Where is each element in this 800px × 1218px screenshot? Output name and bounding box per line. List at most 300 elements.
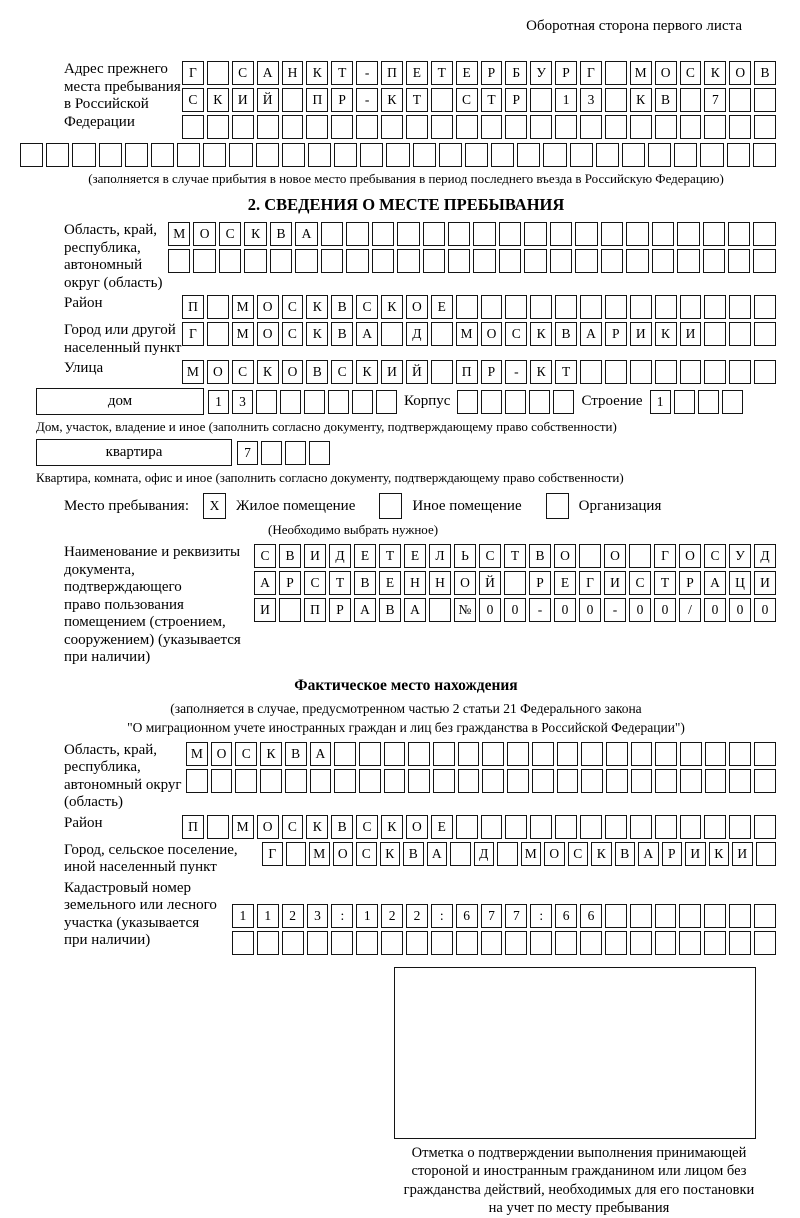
char-box[interactable] [499,249,521,273]
char-box[interactable]: Е [354,544,376,568]
char-box[interactable]: 7 [481,904,503,928]
char-box[interactable] [605,88,627,112]
char-box[interactable] [530,815,552,839]
char-box[interactable] [622,143,645,167]
char-box[interactable]: 1 [650,390,671,414]
char-box[interactable] [630,360,652,384]
char-box[interactable] [448,222,470,246]
char-box[interactable]: Р [481,360,503,384]
char-box[interactable] [232,115,254,139]
char-box[interactable]: 1 [232,904,254,928]
char-box[interactable] [257,115,279,139]
char-box[interactable] [456,115,478,139]
char-box[interactable] [456,815,478,839]
char-box[interactable]: К [530,322,552,346]
char-box[interactable]: С [568,842,589,866]
char-box[interactable] [530,295,552,319]
char-box[interactable]: Т [555,360,577,384]
char-box[interactable] [257,931,279,955]
char-box[interactable] [270,249,292,273]
char-box[interactable]: Н [429,571,451,595]
char-box[interactable] [581,742,603,766]
char-box[interactable] [331,931,353,955]
char-box[interactable] [456,295,478,319]
char-box[interactable] [20,143,43,167]
char-box[interactable]: 0 [479,598,501,622]
char-box[interactable] [704,360,726,384]
char-box[interactable] [529,390,550,414]
char-box[interactable]: М [232,295,254,319]
char-box[interactable] [677,222,699,246]
char-box[interactable]: П [304,598,326,622]
char-box[interactable]: К [257,360,279,384]
char-box[interactable]: Т [331,61,353,85]
char-box[interactable] [543,143,566,167]
char-box[interactable]: И [680,322,702,346]
char-box[interactable]: О [211,742,233,766]
char-box[interactable] [505,815,527,839]
char-box[interactable]: 7 [505,904,527,928]
char-box[interactable]: 2 [282,904,304,928]
char-box[interactable]: К [704,61,726,85]
char-box[interactable] [473,222,495,246]
char-box[interactable] [655,931,677,955]
char-box[interactable] [372,222,394,246]
char-box[interactable] [505,115,527,139]
char-box[interactable] [346,222,368,246]
char-box[interactable]: О [282,360,304,384]
char-box[interactable]: Ь [454,544,476,568]
char-box[interactable] [756,842,777,866]
char-box[interactable]: Р [329,598,351,622]
char-box[interactable] [753,249,775,273]
char-box[interactable] [207,322,229,346]
char-box[interactable]: 6 [580,904,602,928]
char-box[interactable]: Й [406,360,428,384]
char-box[interactable] [754,115,776,139]
char-box[interactable]: К [381,815,403,839]
char-box[interactable]: К [630,88,652,112]
char-box[interactable]: Б [505,61,527,85]
char-box[interactable]: О [257,295,279,319]
char-box[interactable] [219,249,241,273]
char-box[interactable]: М [182,360,204,384]
char-box[interactable] [626,249,648,273]
char-box[interactable]: О [333,842,354,866]
char-box[interactable] [530,115,552,139]
char-box[interactable]: М [232,322,254,346]
char-box[interactable]: В [331,322,353,346]
char-box[interactable] [177,143,200,167]
char-box[interactable]: А [704,571,726,595]
char-box[interactable] [704,931,726,955]
char-box[interactable] [360,143,383,167]
char-box[interactable]: А [310,742,332,766]
char-box[interactable]: - [604,598,626,622]
char-box[interactable]: С [356,842,377,866]
char-box[interactable]: Д [474,842,495,866]
char-box[interactable] [754,322,776,346]
char-box[interactable]: С [680,61,702,85]
char-box[interactable] [605,815,627,839]
char-box[interactable] [207,61,229,85]
char-box[interactable] [356,115,378,139]
char-box[interactable]: И [630,322,652,346]
char-box[interactable] [655,360,677,384]
char-box[interactable] [703,249,725,273]
char-box[interactable] [481,931,503,955]
char-box[interactable]: И [254,598,276,622]
char-box[interactable]: 2 [381,904,403,928]
char-box[interactable]: И [232,88,254,112]
char-box[interactable] [207,115,229,139]
char-box[interactable] [285,441,306,465]
char-box[interactable] [386,143,409,167]
char-box[interactable]: Т [406,88,428,112]
char-box[interactable]: К [306,815,328,839]
char-box[interactable]: О [729,61,751,85]
char-box[interactable] [655,115,677,139]
char-box[interactable] [754,769,776,793]
char-box[interactable] [507,769,529,793]
char-box[interactable] [674,143,697,167]
char-box[interactable]: А [295,222,317,246]
char-box[interactable] [705,742,727,766]
char-box[interactable]: Т [504,544,526,568]
char-box[interactable]: С [331,360,353,384]
char-box[interactable]: Р [679,571,701,595]
char-box[interactable]: В [403,842,424,866]
char-box[interactable]: С [282,295,304,319]
char-box[interactable] [630,904,652,928]
char-box[interactable] [372,249,394,273]
char-box[interactable] [605,931,627,955]
char-box[interactable]: Т [379,544,401,568]
char-box[interactable]: Г [654,544,676,568]
char-box[interactable] [729,769,751,793]
char-box[interactable]: - [356,88,378,112]
char-box[interactable]: О [604,544,626,568]
char-box[interactable]: А [354,598,376,622]
char-box[interactable] [376,390,397,414]
char-box[interactable] [679,904,701,928]
char-box[interactable] [605,61,627,85]
char-box[interactable] [550,222,572,246]
char-box[interactable] [680,815,702,839]
char-box[interactable]: О [257,815,279,839]
char-box[interactable] [232,931,254,955]
char-box[interactable]: О [481,322,503,346]
char-box[interactable]: О [679,544,701,568]
char-box[interactable] [282,931,304,955]
char-box[interactable]: 0 [579,598,601,622]
char-box[interactable] [429,598,451,622]
char-box[interactable]: С [505,322,527,346]
char-box[interactable] [235,769,257,793]
char-box[interactable] [677,249,699,273]
char-box[interactable]: Р [505,88,527,112]
char-box[interactable]: С [629,571,651,595]
char-box[interactable]: К [380,842,401,866]
char-box[interactable]: К [655,322,677,346]
char-box[interactable]: 0 [629,598,651,622]
char-box[interactable] [630,295,652,319]
char-box[interactable] [729,815,751,839]
char-box[interactable]: № [454,598,476,622]
char-box[interactable]: М [168,222,190,246]
char-box[interactable] [46,143,69,167]
char-box[interactable] [458,742,480,766]
char-box[interactable] [507,742,529,766]
char-box[interactable] [680,115,702,139]
char-box[interactable]: И [754,571,776,595]
char-box[interactable] [151,143,174,167]
char-box[interactable]: П [381,61,403,85]
char-box[interactable]: Г [262,842,283,866]
char-box[interactable] [606,742,628,766]
char-box[interactable] [729,322,751,346]
char-box[interactable] [260,769,282,793]
char-box[interactable]: У [530,61,552,85]
char-box[interactable] [630,115,652,139]
char-box[interactable]: Е [554,571,576,595]
char-box[interactable] [605,360,627,384]
char-box[interactable]: 0 [729,598,751,622]
char-box[interactable] [555,115,577,139]
char-box[interactable] [630,815,652,839]
char-box[interactable] [408,769,430,793]
char-box[interactable] [306,115,328,139]
char-box[interactable] [406,931,428,955]
char-box[interactable] [282,143,305,167]
char-box[interactable]: Т [431,61,453,85]
char-box[interactable] [282,88,304,112]
char-box[interactable]: 6 [555,904,577,928]
char-box[interactable] [579,544,601,568]
char-box[interactable] [530,88,552,112]
char-box[interactable] [328,390,349,414]
char-box[interactable]: К [207,88,229,112]
char-box[interactable]: В [285,742,307,766]
char-box[interactable] [605,904,627,928]
char-box[interactable] [423,249,445,273]
char-box[interactable]: С [232,360,254,384]
char-box[interactable]: В [270,222,292,246]
char-box[interactable] [186,769,208,793]
char-box[interactable] [729,88,751,112]
char-box[interactable]: Г [579,571,601,595]
char-box[interactable] [754,931,776,955]
char-box[interactable]: 1 [356,904,378,928]
char-box[interactable] [334,742,356,766]
char-box[interactable]: К [260,742,282,766]
char-box[interactable] [532,742,554,766]
char-box[interactable]: А [257,61,279,85]
char-box[interactable] [499,222,521,246]
char-box[interactable]: О [257,322,279,346]
char-box[interactable]: Е [431,815,453,839]
char-box[interactable] [207,295,229,319]
char-box[interactable] [286,842,307,866]
char-box[interactable] [72,143,95,167]
char-box[interactable] [207,815,229,839]
char-box[interactable]: О [406,295,428,319]
char-box[interactable]: М [186,742,208,766]
char-box[interactable]: Р [529,571,551,595]
char-box[interactable] [575,249,597,273]
char-box[interactable]: Л [429,544,451,568]
char-box[interactable]: А [254,571,276,595]
char-box[interactable]: П [456,360,478,384]
char-box[interactable]: О [207,360,229,384]
char-box[interactable]: А [404,598,426,622]
char-box[interactable]: К [356,360,378,384]
char-box[interactable]: : [530,904,552,928]
char-box[interactable]: Е [456,61,478,85]
char-box[interactable] [630,931,652,955]
char-box[interactable] [655,815,677,839]
char-box[interactable]: О [454,571,476,595]
char-box[interactable] [244,249,266,273]
char-box[interactable] [431,322,453,346]
char-box[interactable] [601,249,623,273]
char-box[interactable]: С [282,322,304,346]
char-box[interactable]: С [235,742,257,766]
char-box[interactable] [532,769,554,793]
char-box[interactable]: Н [282,61,304,85]
char-box[interactable]: К [306,61,328,85]
char-box[interactable]: Т [481,88,503,112]
char-box[interactable] [381,931,403,955]
char-box[interactable]: Г [182,322,204,346]
char-box[interactable]: У [729,544,751,568]
char-box[interactable] [481,295,503,319]
char-box[interactable] [381,115,403,139]
char-box[interactable] [655,295,677,319]
char-box[interactable]: 3 [232,390,253,414]
char-box[interactable] [423,222,445,246]
char-box[interactable] [703,222,725,246]
char-box[interactable] [728,222,750,246]
char-box[interactable]: М [456,322,478,346]
char-box[interactable] [481,390,502,414]
char-box[interactable] [674,390,695,414]
char-box[interactable]: 2 [406,904,428,928]
char-box[interactable]: 3 [307,904,329,928]
char-box[interactable]: Е [379,571,401,595]
char-box[interactable]: Т [654,571,676,595]
char-box[interactable] [704,904,726,928]
char-box[interactable]: О [655,61,677,85]
char-box[interactable] [705,769,727,793]
char-box[interactable]: О [406,815,428,839]
char-box[interactable] [631,769,653,793]
char-box[interactable]: М [232,815,254,839]
char-box[interactable] [555,815,577,839]
char-box[interactable] [397,249,419,273]
char-box[interactable]: X [203,493,226,519]
char-box[interactable] [524,222,546,246]
char-box[interactable] [211,769,233,793]
char-box[interactable] [655,904,677,928]
char-box[interactable]: А [427,842,448,866]
char-box[interactable]: 3 [580,88,602,112]
char-box[interactable] [680,769,702,793]
char-box[interactable] [517,143,540,167]
char-box[interactable]: В [555,322,577,346]
char-box[interactable] [580,295,602,319]
char-box[interactable] [473,249,495,273]
char-box[interactable]: В [331,295,353,319]
char-box[interactable]: С [704,544,726,568]
char-box[interactable]: С [182,88,204,112]
char-box[interactable] [648,143,671,167]
char-box[interactable]: Р [605,322,627,346]
char-box[interactable] [655,769,677,793]
char-box[interactable] [99,143,122,167]
char-box[interactable]: К [306,322,328,346]
char-box[interactable] [505,931,527,955]
char-box[interactable] [530,931,552,955]
char-box[interactable] [626,222,648,246]
char-box[interactable]: М [521,842,542,866]
char-box[interactable] [505,390,526,414]
char-box[interactable]: 7 [237,441,258,465]
char-box[interactable] [550,249,572,273]
char-box[interactable]: И [304,544,326,568]
char-box[interactable] [433,769,455,793]
char-box[interactable]: 0 [554,598,576,622]
char-box[interactable] [413,143,436,167]
char-box[interactable] [596,143,619,167]
char-box[interactable] [457,390,478,414]
char-box[interactable] [450,842,471,866]
char-box[interactable] [384,742,406,766]
char-box[interactable] [295,249,317,273]
char-box[interactable]: Г [580,61,602,85]
char-box[interactable] [546,493,569,519]
char-box[interactable]: Д [754,544,776,568]
char-box[interactable] [504,571,526,595]
char-box[interactable] [182,115,204,139]
char-box[interactable] [605,115,627,139]
char-box[interactable] [439,143,462,167]
char-box[interactable]: : [431,904,453,928]
char-box[interactable]: В [379,598,401,622]
char-box[interactable] [754,88,776,112]
char-box[interactable] [698,390,719,414]
char-box[interactable] [704,115,726,139]
char-box[interactable] [431,115,453,139]
char-box[interactable]: - [356,61,378,85]
char-box[interactable] [700,143,723,167]
char-box[interactable]: Н [404,571,426,595]
char-box[interactable] [309,441,330,465]
char-box[interactable]: 7 [704,88,726,112]
char-box[interactable] [352,390,373,414]
char-box[interactable] [203,143,226,167]
char-box[interactable] [606,769,628,793]
char-box[interactable] [557,769,579,793]
char-box[interactable] [680,360,702,384]
char-box[interactable] [334,143,357,167]
char-box[interactable] [406,115,428,139]
char-box[interactable] [581,769,603,793]
char-box[interactable] [580,115,602,139]
char-box[interactable]: К [530,360,552,384]
char-box[interactable] [754,904,776,928]
char-box[interactable] [729,360,751,384]
